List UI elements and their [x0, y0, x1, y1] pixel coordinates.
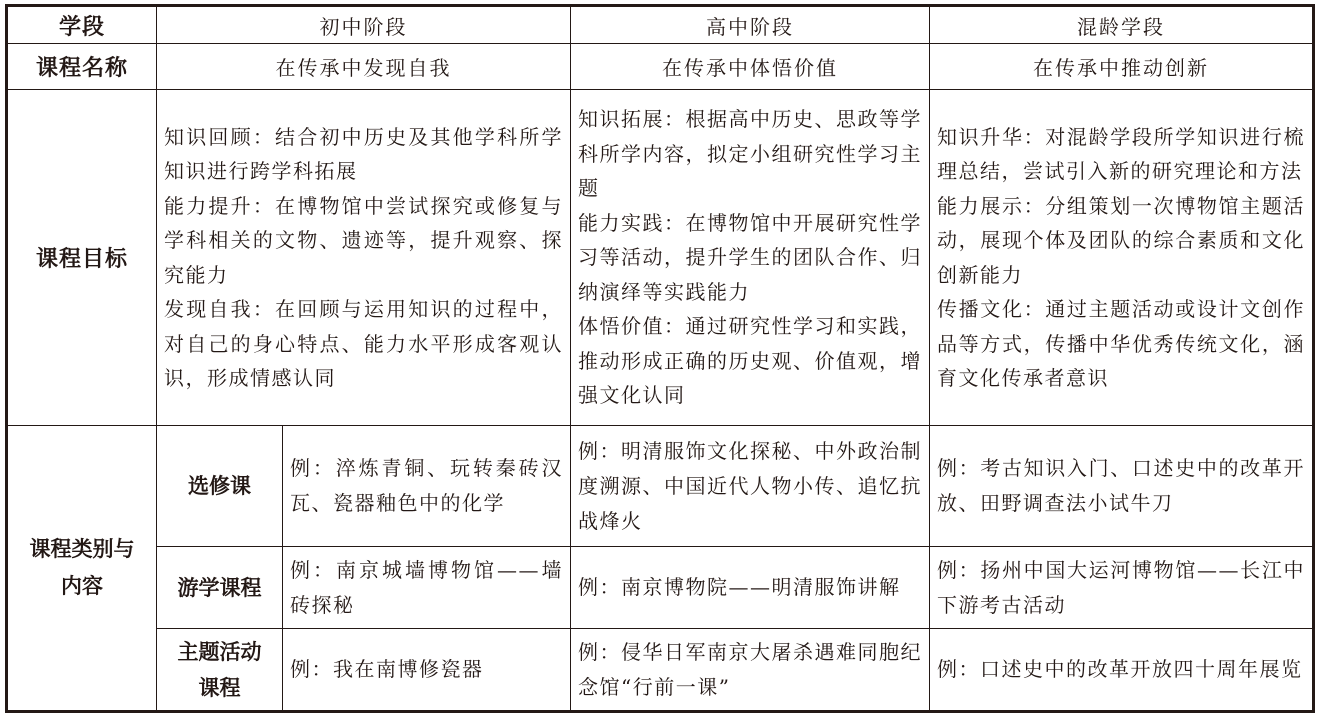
theme-activity-label	[157, 629, 283, 712]
theme-activity-label-line1: 主题活动	[177, 639, 262, 664]
elective-mixed: 例：考古知识入门、口述史中的改革开放、田野调查法小试牛刀	[930, 426, 1314, 547]
elective-senior: 例：明清服饰文化探秘、中外政治制度溯源、中国近代人物小传、追忆抗战烽火	[571, 426, 930, 547]
senior-course-name: 在传承中体悟价值	[571, 44, 930, 90]
senior-stage-header: 高中阶段	[571, 6, 930, 44]
junior-goal-ability: 能力提升：在博物馆中尝试探究或修复与学科相关的文物、遗迹等，提升观察、探究能力	[164, 193, 563, 287]
elective-row	[7, 426, 1314, 547]
elective-junior: 例：淬炼青铜、玩转秦砖汉瓦、瓷器釉色中的化学	[283, 426, 571, 547]
course-types-label-line2: 内容	[61, 574, 103, 598]
junior-goal-cell	[157, 90, 571, 426]
course-types-label	[7, 426, 157, 712]
course-name-label: 课程名称	[7, 44, 157, 90]
elective-label: 选修课	[157, 426, 283, 547]
theme-activity-mixed: 例：口述史中的改革开放四十周年展览	[930, 629, 1314, 712]
senior-goal-value: 体悟价值：通过研究性学习和实践，推动形成正确的历史观、价值观，增强文化认同	[578, 314, 922, 408]
study-tour-mixed: 例：扬州中国大运河博物馆——长江中下游考古活动	[930, 547, 1314, 629]
junior-stage-header: 初中阶段	[157, 6, 571, 44]
junior-goal-knowledge: 知识回顾：结合初中历史及其他学科所学知识进行跨学科拓展	[164, 124, 563, 183]
course-goal-row	[7, 90, 1314, 426]
study-tour-junior: 例：南京城墙博物馆——墙砖探秘	[283, 547, 571, 629]
junior-course-name: 在传承中发现自我	[157, 44, 571, 90]
mixed-goal-knowledge: 知识升华：对混龄学段所学知识进行梳理总结，尝试引入新的研究理论和方法	[937, 124, 1305, 183]
senior-goal-knowledge: 知识拓展：根据高中历史、思政等学科所学内容，拟定小组研究性学习主题	[578, 107, 922, 201]
study-tour-row	[7, 547, 1314, 629]
header-row	[7, 6, 1314, 44]
senior-goal-ability: 能力实践：在博物馆中开展研究性学习等活动，提升学生的团队合作、归纳演绎等实践能力	[578, 210, 922, 304]
theme-activity-senior: 例：侵华日军南京大屠杀遇难同胞纪念馆“行前一课”	[571, 629, 930, 712]
junior-goal-self: 发现自我：在回顾与运用知识的过程中，对自己的身心特点、能力水平形成客观认识，形成情感认同	[164, 297, 563, 390]
theme-activity-row	[7, 629, 1314, 712]
theme-activity-junior: 例：我在南博修瓷器	[283, 629, 571, 712]
mixed-course-name: 在传承中推动创新	[930, 44, 1314, 90]
course-table	[5, 4, 1315, 713]
senior-goal-cell	[571, 90, 930, 426]
course-goal-label: 课程目标	[7, 90, 157, 426]
theme-activity-label-line2: 课程	[198, 675, 241, 700]
mixed-goal-cell	[930, 90, 1314, 426]
stage-label: 学段	[7, 6, 157, 44]
course-types-label-line1: 课程类别与	[29, 537, 135, 561]
study-tour-label: 游学课程	[157, 547, 283, 629]
study-tour-senior: 例：南京博物院——明清服饰讲解	[571, 547, 930, 629]
mixed-goal-culture: 传播文化：通过主题活动或设计文创作品等方式，传播中华优秀传统文化，涵育文化传承者意识	[937, 297, 1305, 390]
mixed-goal-ability: 能力展示：分组策划一次博物馆主题活动，展现个体及团队的综合素质和文化创新能力	[937, 193, 1305, 287]
course-name-row	[7, 44, 1314, 90]
mixed-stage-header: 混龄学段	[930, 6, 1314, 44]
